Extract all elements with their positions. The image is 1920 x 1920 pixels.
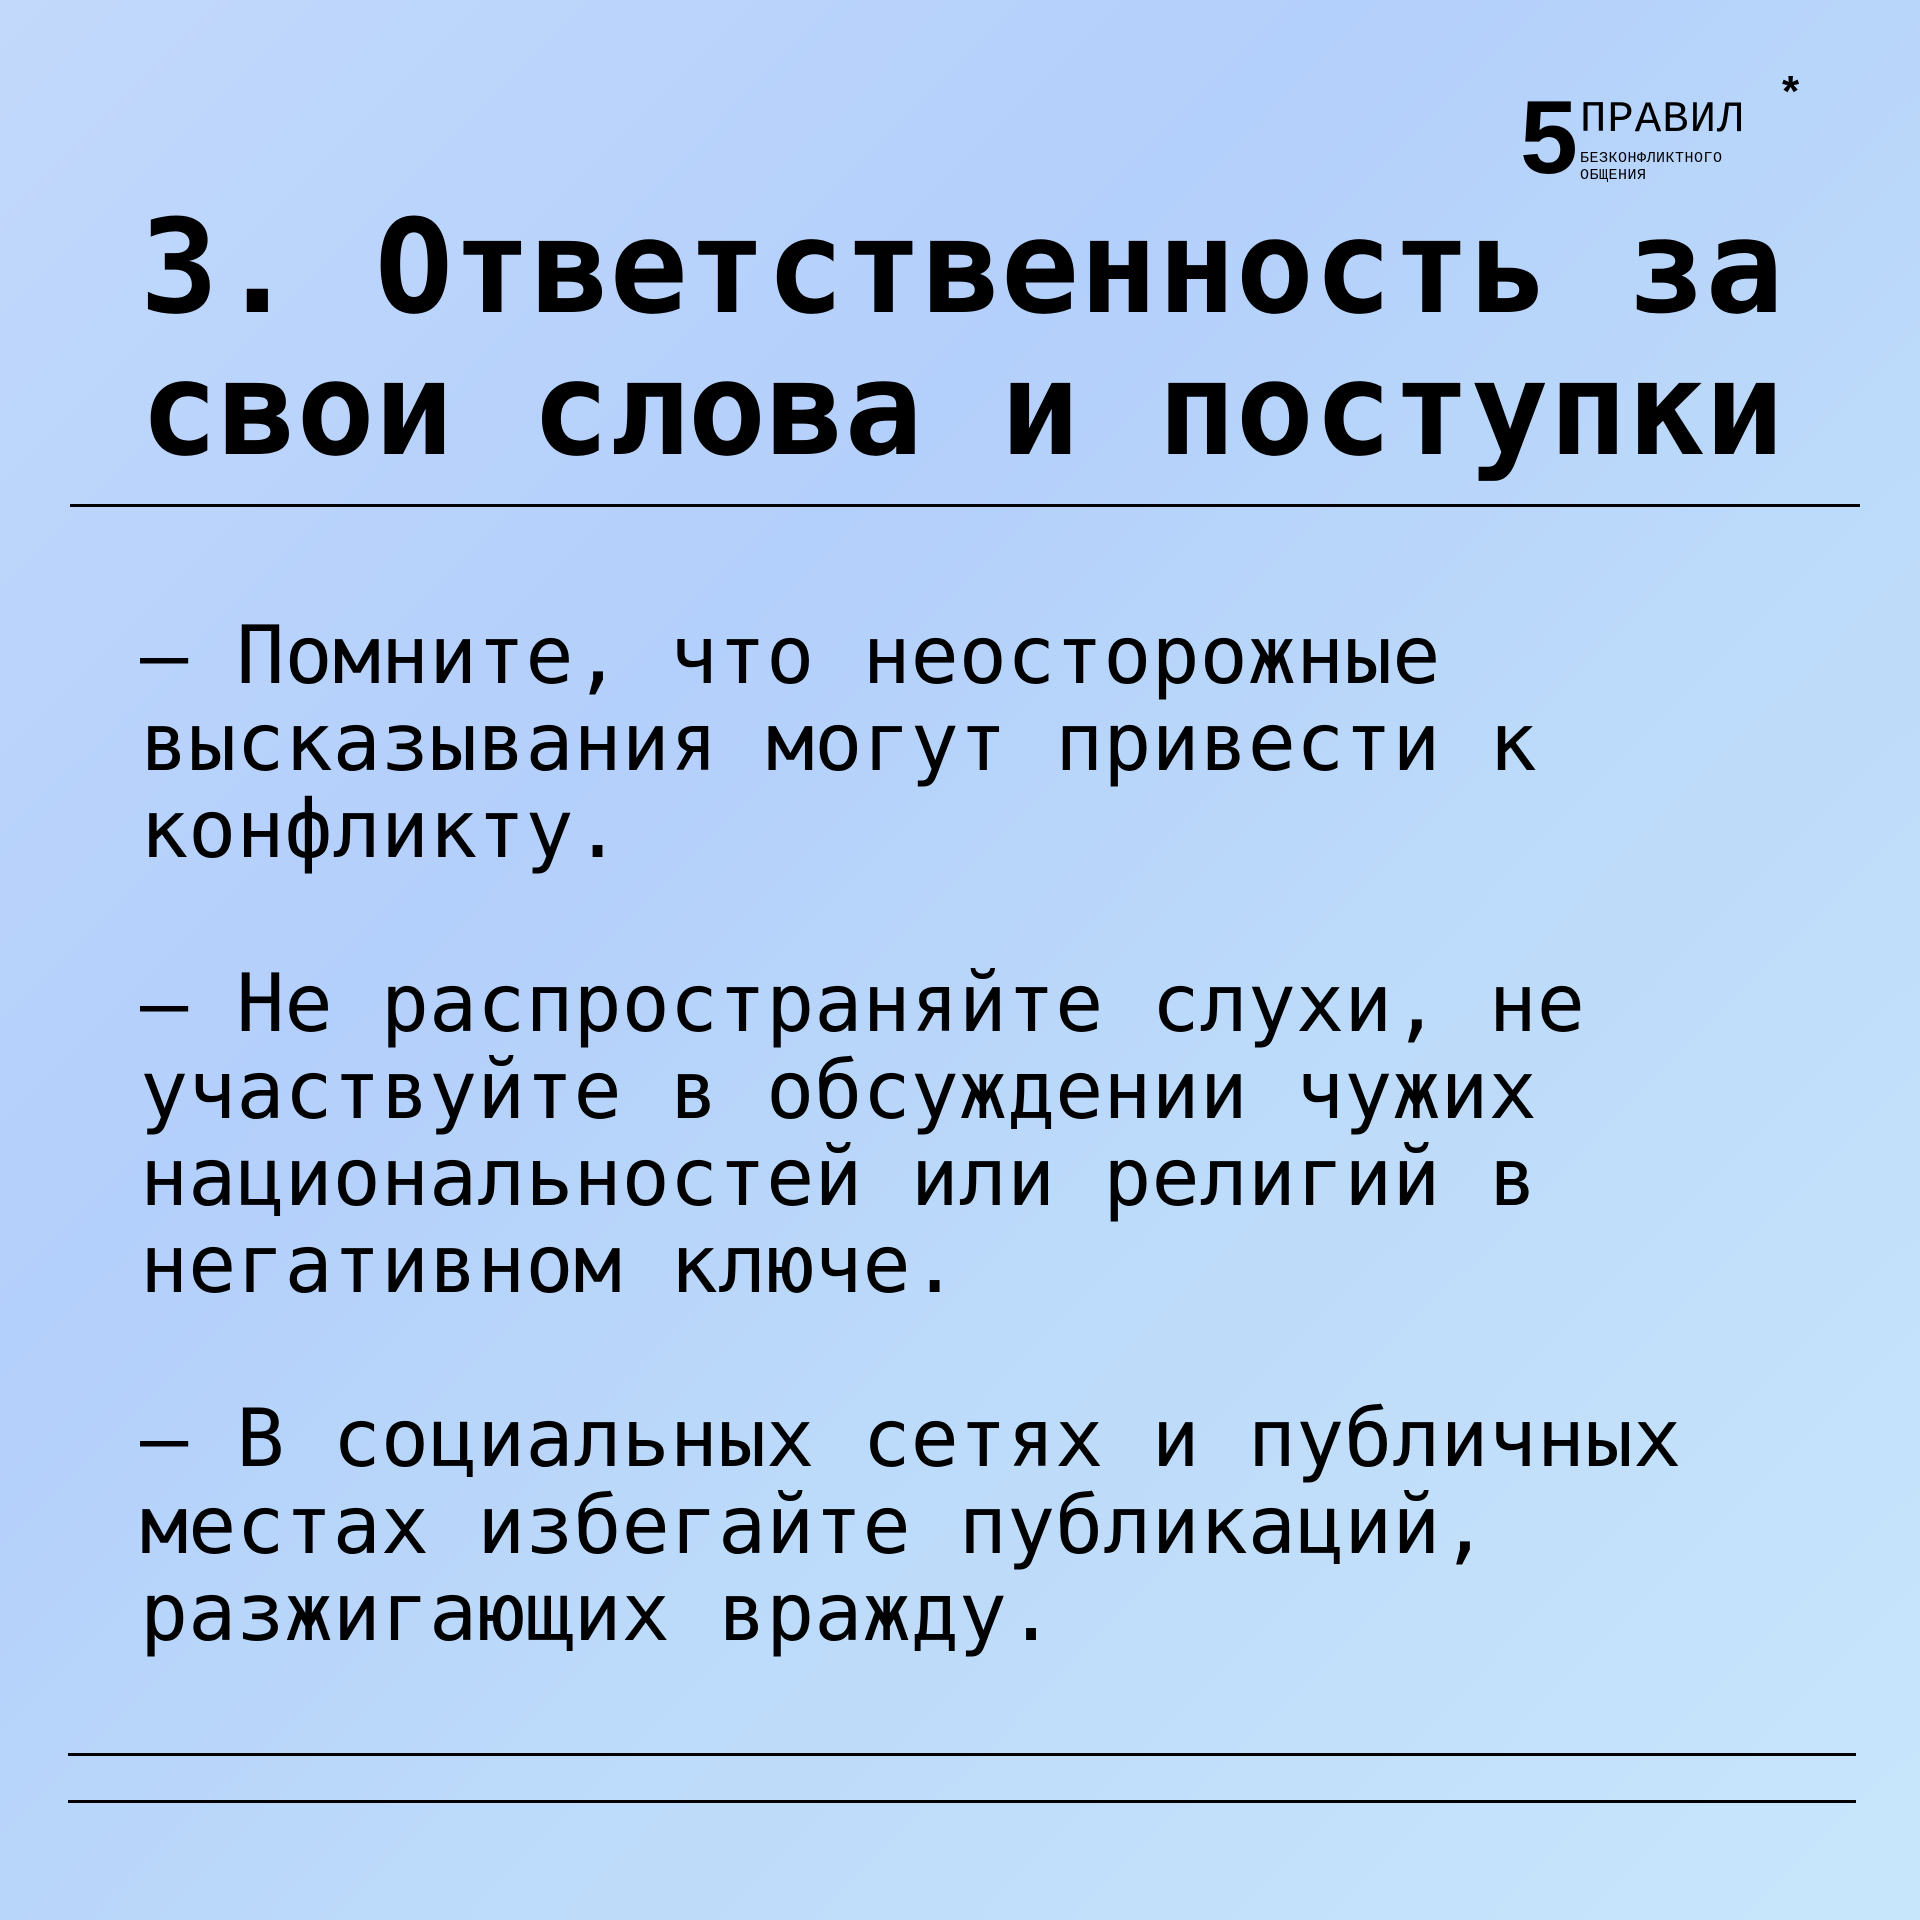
logo-subtitle-line: ОБЩЕНИЯ	[1580, 167, 1647, 184]
paragraph-line: местах избегайте публикаций,	[140, 1479, 1489, 1572]
rules-list	[140, 609, 1840, 1743]
title-line: свои слова и поступки	[140, 333, 1784, 485]
paragraph-line: негативном ключе.	[140, 1218, 959, 1311]
paragraph-line: высказывания могут привести к	[140, 696, 1537, 789]
logo-subtitle-line: БЕЗКОНФЛИКТНОГО	[1580, 150, 1723, 167]
logo-subtitle	[1580, 150, 1723, 184]
divider-bottom-1	[68, 1753, 1856, 1756]
paragraph	[140, 609, 1840, 876]
paragraph	[140, 957, 1840, 1311]
paragraph	[140, 1392, 1840, 1659]
title-line: 3. Ответственность за	[140, 191, 1784, 343]
logo-word: ПРАВИЛ	[1580, 95, 1745, 145]
divider-bottom-2	[68, 1800, 1856, 1803]
paragraph-line: – Помните, что неосторожные	[140, 609, 1441, 702]
paragraph-line: – Не распространяйте слухи, не	[140, 957, 1585, 1050]
page-title	[140, 191, 1840, 485]
paragraph-line: конфликту.	[140, 783, 622, 876]
paragraph-line: национальностей или религий в	[140, 1131, 1537, 1224]
paragraph-line: участвуйте в обсуждении чужих	[140, 1044, 1537, 1137]
brand-logo	[1520, 67, 1820, 196]
logo-number: 5	[1520, 80, 1578, 196]
asterisk-icon: *	[1782, 67, 1800, 116]
paragraph-line: – В социальных сетях и публичных	[140, 1392, 1682, 1485]
paragraph-line: разжигающих вражду.	[140, 1566, 1056, 1659]
divider-top	[70, 504, 1860, 507]
